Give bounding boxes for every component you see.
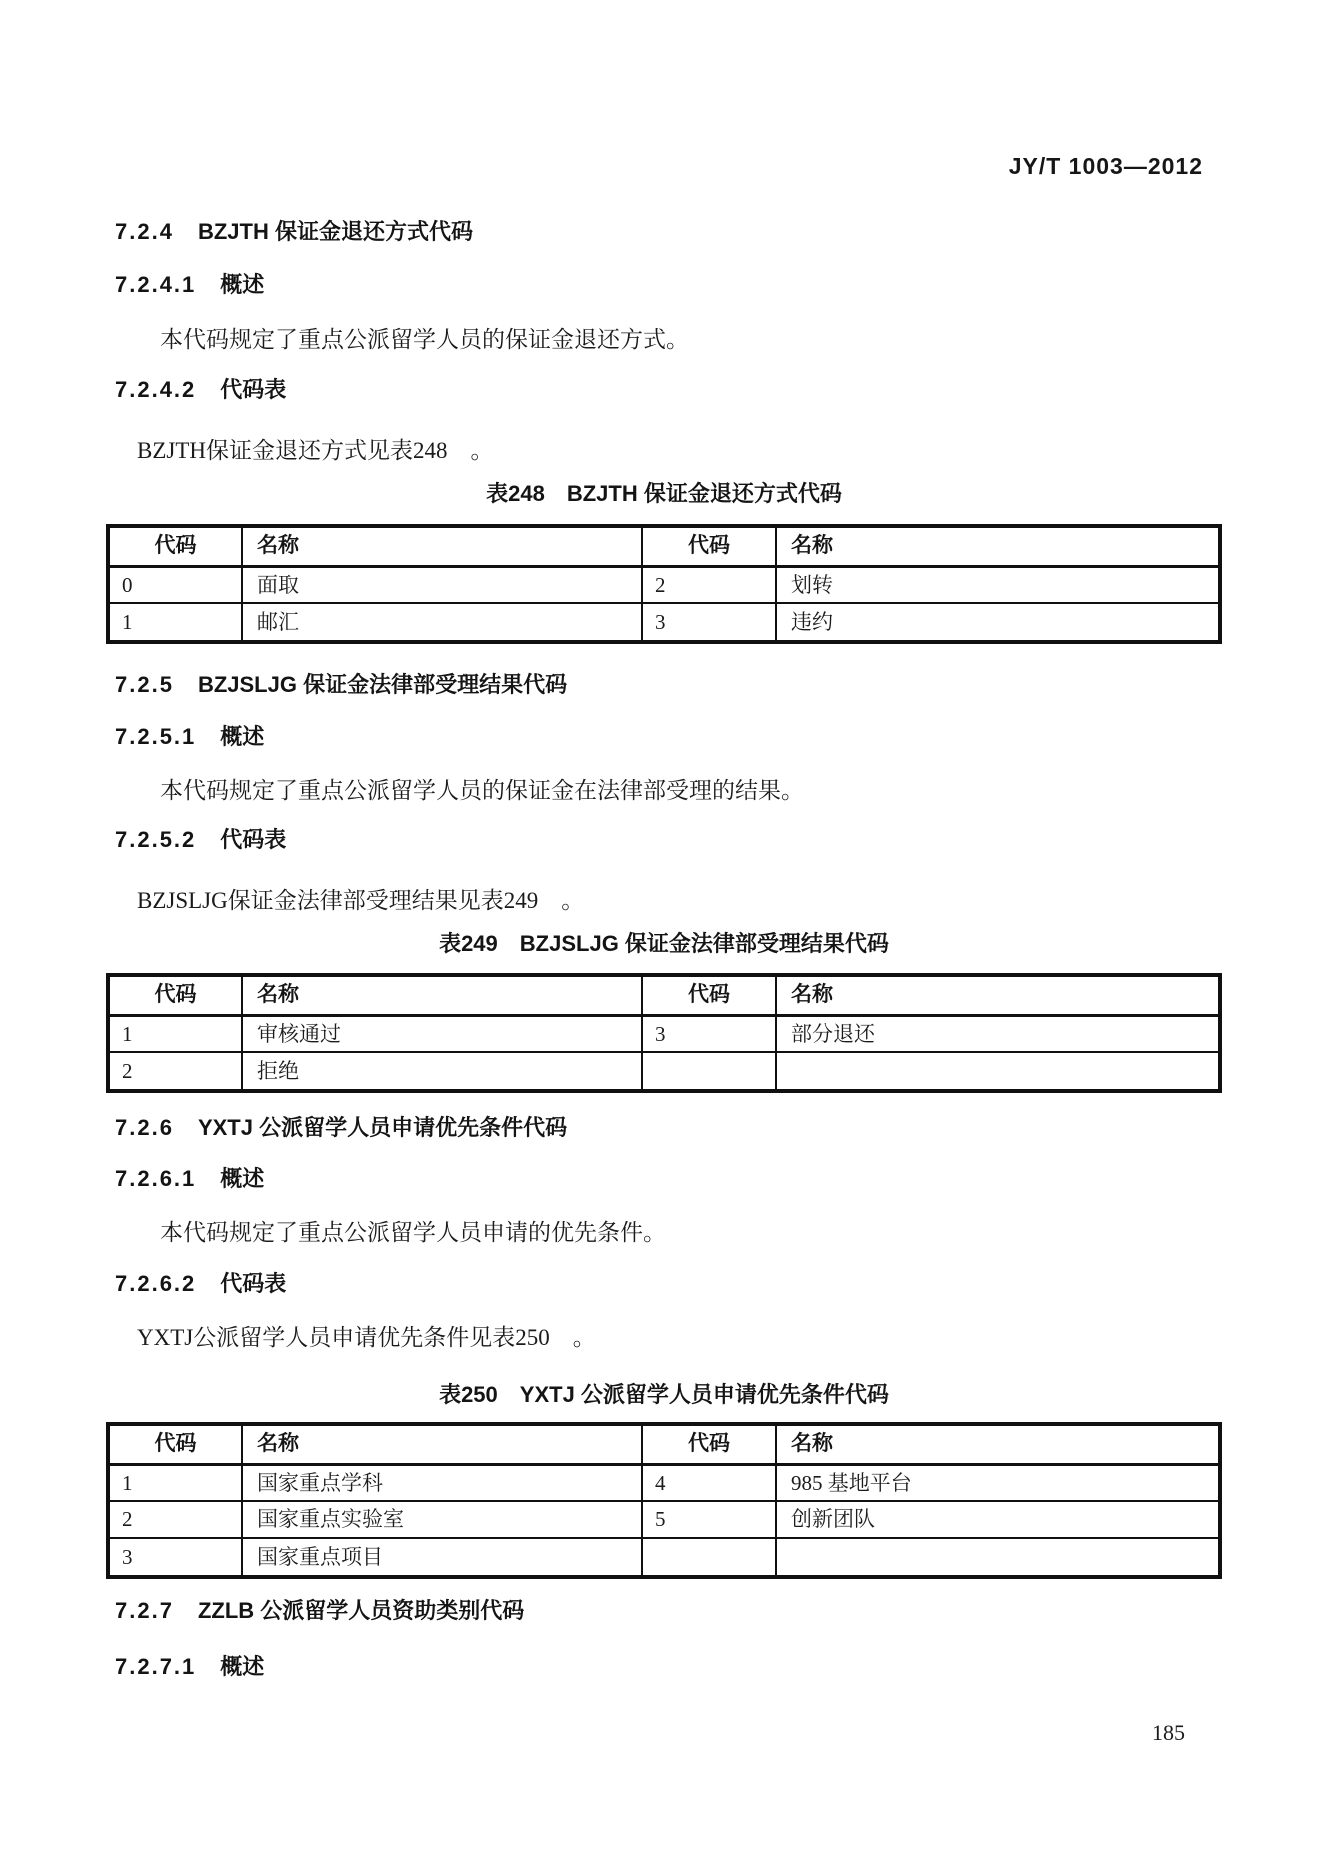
subsection-heading-7261 [115, 1166, 264, 1191]
code-cell [642, 1538, 776, 1575]
subsection-title: 概述 [220, 1166, 265, 1191]
table-caption-248 [106, 481, 1222, 506]
subsection-number: 7.2.7.1 [115, 1654, 197, 1679]
subsection-number: 7.2.4.1 [115, 272, 197, 297]
code-cell: 0 [110, 566, 242, 603]
subsection-title: 概述 [220, 272, 265, 297]
table-row [110, 1052, 1218, 1089]
code-cell: 3 [642, 1015, 776, 1052]
subsection-heading-7251 [115, 724, 264, 749]
table-row [110, 1501, 1218, 1538]
subsection-title: 代码表 [220, 377, 287, 402]
overview-paragraph: 本代码规定了重点公派留学人员申请的优先条件。 [160, 1220, 666, 1245]
code-cell: 4 [642, 1464, 776, 1501]
table-caption-title: YXTJ 公派留学人员申请优先条件代码 [519, 1382, 889, 1407]
column-header-name: 名称 [242, 1426, 642, 1464]
name-cell: 拒绝 [242, 1052, 642, 1089]
table-row [110, 1464, 1218, 1501]
subsection-title: 代码表 [220, 827, 287, 852]
subsection-heading-7271 [115, 1654, 264, 1679]
column-header-code: 代码 [642, 977, 776, 1015]
section-number: 7.2.6 [115, 1115, 174, 1140]
name-cell: 国家重点学科 [242, 1464, 642, 1501]
name-cell: 邮汇 [242, 603, 642, 640]
code-table-249 [106, 973, 1222, 1093]
code-cell: 1 [110, 1015, 242, 1052]
code-table-250 [106, 1422, 1222, 1579]
name-cell: 部分退还 [776, 1015, 1218, 1052]
table-row [110, 1015, 1218, 1052]
name-cell: 违约 [776, 603, 1218, 640]
column-header-code: 代码 [110, 977, 242, 1015]
section-number: 7.2.7 [115, 1598, 174, 1623]
subsection-heading-7252 [115, 827, 286, 852]
doc-number-header: JY/T 1003—2012 [1008, 153, 1203, 179]
code-cell: 2 [642, 566, 776, 603]
section-number: 7.2.5 [115, 672, 174, 697]
code-cell: 3 [642, 603, 776, 640]
table-row [110, 603, 1218, 640]
name-cell: 985 基地平台 [776, 1464, 1218, 1501]
code-cell: 1 [110, 603, 242, 640]
column-header-name: 名称 [776, 977, 1218, 1015]
name-cell: 创新团队 [776, 1501, 1218, 1538]
section-title: BZJSLJG 保证金法律部受理结果代码 [197, 672, 568, 697]
column-header-code: 代码 [110, 528, 242, 566]
subsection-number: 7.2.6.2 [115, 1271, 197, 1296]
name-cell [776, 1538, 1218, 1575]
overview-paragraph: 本代码规定了重点公派留学人员的保证金退还方式。 [160, 327, 689, 352]
page-number: 185 [1152, 1720, 1185, 1745]
section-title: ZZLB 公派留学人员资助类别代码 [197, 1598, 525, 1623]
subsection-number: 7.2.6.1 [115, 1166, 197, 1191]
section-title: BZJTH 保证金退还方式代码 [197, 219, 473, 244]
table-caption-label: 表249 [439, 931, 498, 956]
table-row [110, 1538, 1218, 1575]
table-header-row [110, 528, 1218, 566]
section-number: 7.2.4 [115, 219, 174, 244]
subsection-title: 概述 [220, 724, 265, 749]
name-cell: 面取 [242, 566, 642, 603]
column-header-code: 代码 [642, 1426, 776, 1464]
subsection-number: 7.2.5.2 [115, 827, 197, 852]
column-header-name: 名称 [242, 528, 642, 566]
column-header-name: 名称 [776, 528, 1218, 566]
name-cell: 划转 [776, 566, 1218, 603]
column-header-name: 名称 [776, 1426, 1218, 1464]
column-header-name: 名称 [242, 977, 642, 1015]
subsection-heading-7241 [115, 272, 264, 297]
subsection-title: 概述 [220, 1654, 265, 1679]
name-cell: 国家重点项目 [242, 1538, 642, 1575]
table-caption-label: 表250 [439, 1382, 498, 1407]
section-heading-727 [115, 1598, 524, 1623]
table-header-row [110, 1426, 1218, 1464]
code-cell: 5 [642, 1501, 776, 1538]
name-cell: 审核通过 [242, 1015, 642, 1052]
table-caption-title: BZJSLJG 保证金法律部受理结果代码 [519, 931, 889, 956]
section-heading-724 [115, 219, 473, 244]
table-header-row [110, 977, 1218, 1015]
table-reference-paragraph: BZJSLJG保证金法律部受理结果见表249 。 [137, 888, 585, 913]
table-caption-249 [106, 931, 1222, 956]
column-header-code: 代码 [110, 1426, 242, 1464]
table-row [110, 566, 1218, 603]
code-table-248 [106, 524, 1222, 644]
subsection-number: 7.2.4.2 [115, 377, 197, 402]
table-reference-paragraph: BZJTH保证金退还方式见表248 。 [137, 438, 494, 463]
subsection-number: 7.2.5.1 [115, 724, 197, 749]
code-cell: 1 [110, 1464, 242, 1501]
name-cell [776, 1052, 1218, 1089]
section-title: YXTJ 公派留学人员申请优先条件代码 [197, 1115, 568, 1140]
section-heading-726 [115, 1115, 567, 1140]
subsection-heading-7242 [115, 377, 286, 402]
table-caption-label: 表248 [486, 481, 545, 506]
code-cell: 2 [110, 1501, 242, 1538]
table-caption-250 [106, 1382, 1222, 1407]
subsection-heading-7262 [115, 1271, 286, 1296]
code-cell: 3 [110, 1538, 242, 1575]
subsection-title: 代码表 [220, 1271, 287, 1296]
code-cell [642, 1052, 776, 1089]
name-cell: 国家重点实验室 [242, 1501, 642, 1538]
column-header-code: 代码 [642, 528, 776, 566]
table-reference-paragraph: YXTJ公派留学人员申请优先条件见表250 。 [137, 1325, 596, 1350]
code-cell: 2 [110, 1052, 242, 1089]
section-heading-725 [115, 672, 567, 697]
table-caption-title: BZJTH 保证金退还方式代码 [566, 481, 842, 506]
overview-paragraph: 本代码规定了重点公派留学人员的保证金在法律部受理的结果。 [160, 778, 804, 803]
